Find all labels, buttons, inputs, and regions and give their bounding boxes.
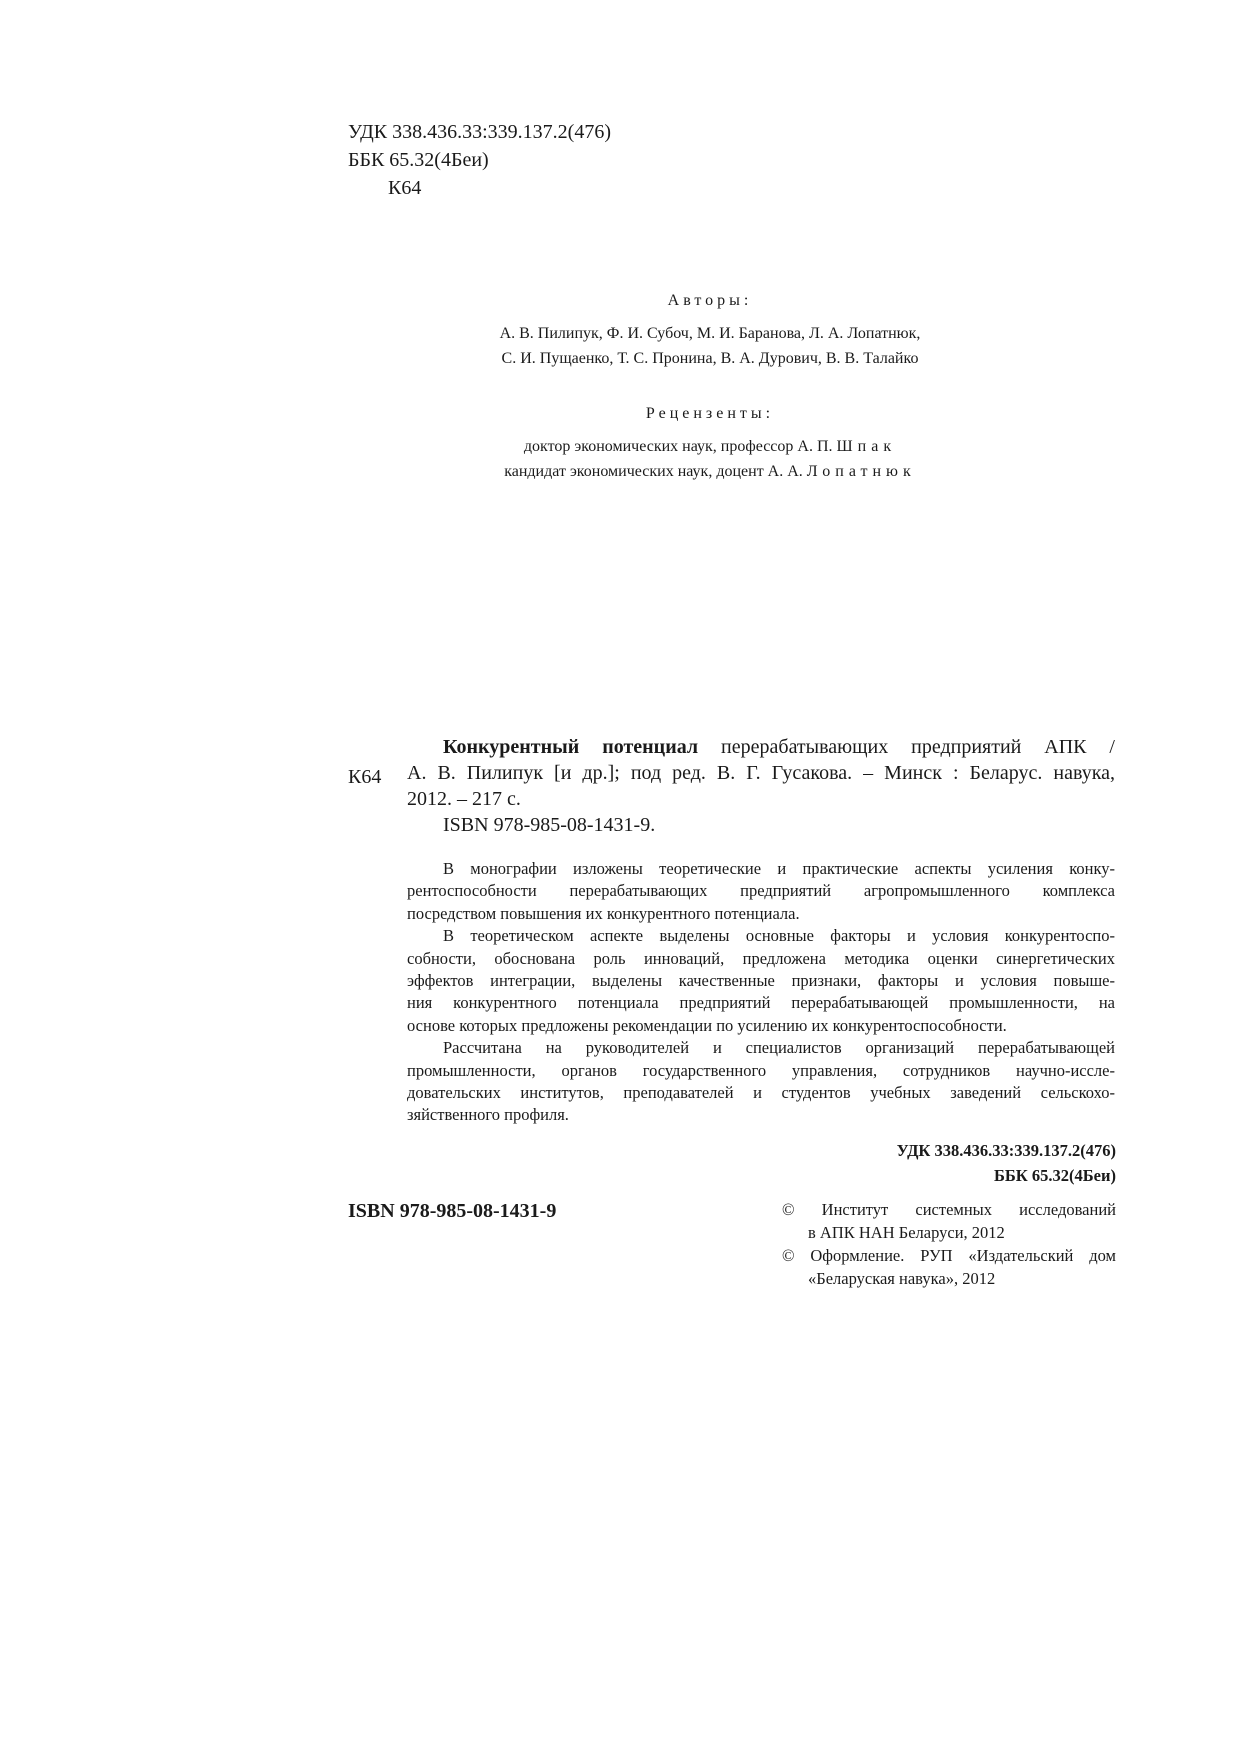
- abstract-line: посредством повышения их конкурентного потенциала.: [407, 903, 800, 923]
- book-title-rest: перерабатывающих предприятий АПК /: [698, 736, 1115, 758]
- bottom-isbn: ISBN 978-985-08-1431-9: [348, 1200, 557, 1222]
- abstract-line: собности, обоснована роль инноваций, предложена методика оценки синергетических: [407, 948, 1115, 968]
- reviewer-2-surname: Лопатнюк: [806, 463, 916, 480]
- abstract-line: довательских институтов, преподавателей и студентов учебных заведений сельскохо-: [407, 1083, 1115, 1103]
- copyright-2-line-1: © Оформление. РУП «Издательский дом: [782, 1246, 1116, 1265]
- reviewers-heading: Рецензенты:: [645, 405, 775, 422]
- bottom-bbk-code: ББК 65.32(4Беи): [993, 1166, 1116, 1185]
- biblio-isbn: ISBN 978-985-08-1431-9.: [443, 814, 656, 836]
- reviewer-1-role: доктор экономических наук, профессор А. П.: [523, 438, 833, 455]
- book-title: Конкурентный потенциал: [443, 736, 699, 758]
- authors-block: [440, 288, 980, 371]
- annotation-margin-mark: К64: [348, 766, 382, 788]
- bottom-classification: [897, 1138, 1116, 1188]
- copyright-1-line-1: © Институт системных исследований: [782, 1200, 1116, 1219]
- abstract-line: ния конкурентного потенциала предприятий перерабатывающей промышленности, на: [407, 993, 1115, 1013]
- reviewer-1: [440, 434, 980, 459]
- copyright-block: [782, 1198, 1116, 1290]
- abstract: [407, 858, 1115, 1127]
- authors-line-1: А. В. Пилипук, Ф. И. Субоч, М. И. Баранова, Л. А. Лопатнюк,: [499, 325, 921, 342]
- classification-block: [348, 118, 611, 202]
- copyright-2-line-2: «Беларуская навука», 2012: [808, 1269, 996, 1288]
- bbk-code: ББК 65.32(4Беи): [348, 149, 489, 171]
- abstract-line: рентоспособности перерабатывающих предприятий агропромышленного комплекса: [407, 881, 1115, 901]
- abstract-line: зяйственного профиля.: [407, 1105, 569, 1125]
- abstract-line: В теоретическом аспекте выделены основные факторы и условия конкурентоспо-: [443, 926, 1115, 946]
- biblio-line-1: [407, 734, 1115, 760]
- biblio-line-3: 2012. – 217 с.: [407, 788, 521, 810]
- biblio-line-2: А. В. Пилипук [и др.]; под ред. В. Г. Гусакова. – Минск : Беларус. навука,: [407, 762, 1115, 784]
- author-mark: К64: [388, 177, 422, 199]
- abstract-line: В монографии изложены теоретические и практические аспекты усиления конку-: [443, 859, 1115, 878]
- bibliographic-entry: [407, 734, 1115, 838]
- abstract-line: основе которых предложены рекомендации по усилению их конкурентоспособности.: [407, 1015, 1007, 1035]
- reviewer-1-surname: Шпак: [836, 438, 897, 455]
- abstract-line: промышленности, органов государственного управления, сотрудников научно-иссле-: [407, 1060, 1115, 1080]
- reviewer-2: [440, 459, 980, 484]
- authors-heading: Авторы:: [667, 292, 753, 309]
- reviewer-2-role: кандидат экономических наук, доцент А. А.: [504, 463, 803, 480]
- reviewers-block: [440, 401, 980, 484]
- udk-code: УДК 338.436.33:339.137.2(476): [348, 121, 611, 143]
- abstract-line: Рассчитана на руководителей и специалистов организаций перерабатывающей: [443, 1038, 1115, 1058]
- copyright-1-line-2: в АПК НАН Беларуси, 2012: [808, 1223, 1005, 1242]
- abstract-line: эффектов интеграции, выделены качественные признаки, факторы и условия повыше-: [407, 971, 1115, 991]
- bottom-udk-code: УДК 338.436.33:339.137.2(476): [896, 1141, 1116, 1160]
- authors-line-2: С. И. Пущаенко, Т. С. Пронина, В. А. Дурович, В. В. Талайко: [501, 350, 919, 367]
